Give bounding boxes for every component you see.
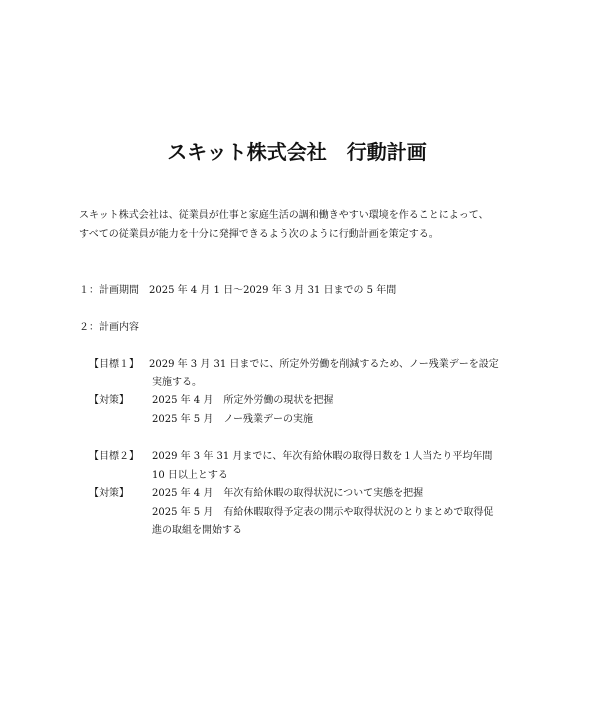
goal-text-line: 2029 年 3 月 31 日までに、所定外労働を削減するため、ノー残業デーを設定 [149, 359, 499, 370]
goal-text-line: 2029 年 3 年 31 月までに、年次有給休暇の取得日数を１人当たり平均年間 [152, 451, 493, 462]
measures-label: 【対策】 [89, 395, 129, 406]
plan-period: １：計画期間 2025 年 4 月 1 日～2029 年 3 月 31 日までの 5 年間 [79, 285, 397, 296]
intro-line: すべての従業員が能力を十分に発揮できるよう次のように行動計画を策定する。 [79, 229, 439, 240]
measure-item: 2025 年 5 月 有給休暇取得予定表の開示や取得状況のとりまとめで取得促 [152, 507, 494, 518]
measure-item: 2025 年 4 月 年次有給休暇の取得状況について実態を把握 [152, 488, 424, 499]
measure-item: 2025 年 4 月 所定外労働の現状を把握 [152, 395, 334, 406]
goal-label: 【目標１】 [89, 359, 139, 370]
plan-contents-heading: ２：計画内容 [79, 322, 139, 333]
goal-label: 【目標２】 [89, 451, 139, 462]
intro-line: スキット株式会社は、従業員が仕事と家庭生活の調和働きやすい環境を作ることによって、 [79, 210, 489, 221]
intro-paragraph [79, 206, 539, 244]
document-title: スキット株式会社 行動計画 [167, 140, 427, 164]
goal-text-line: 10 日以上とする [152, 470, 228, 481]
measure-item: 進の取組を開始する [152, 525, 242, 536]
measures-label: 【対策】 [89, 488, 129, 499]
measure-item: 2025 年 5 月 ノー残業デーの実施 [152, 414, 314, 425]
goal-text-line: 実施する。 [152, 377, 202, 388]
